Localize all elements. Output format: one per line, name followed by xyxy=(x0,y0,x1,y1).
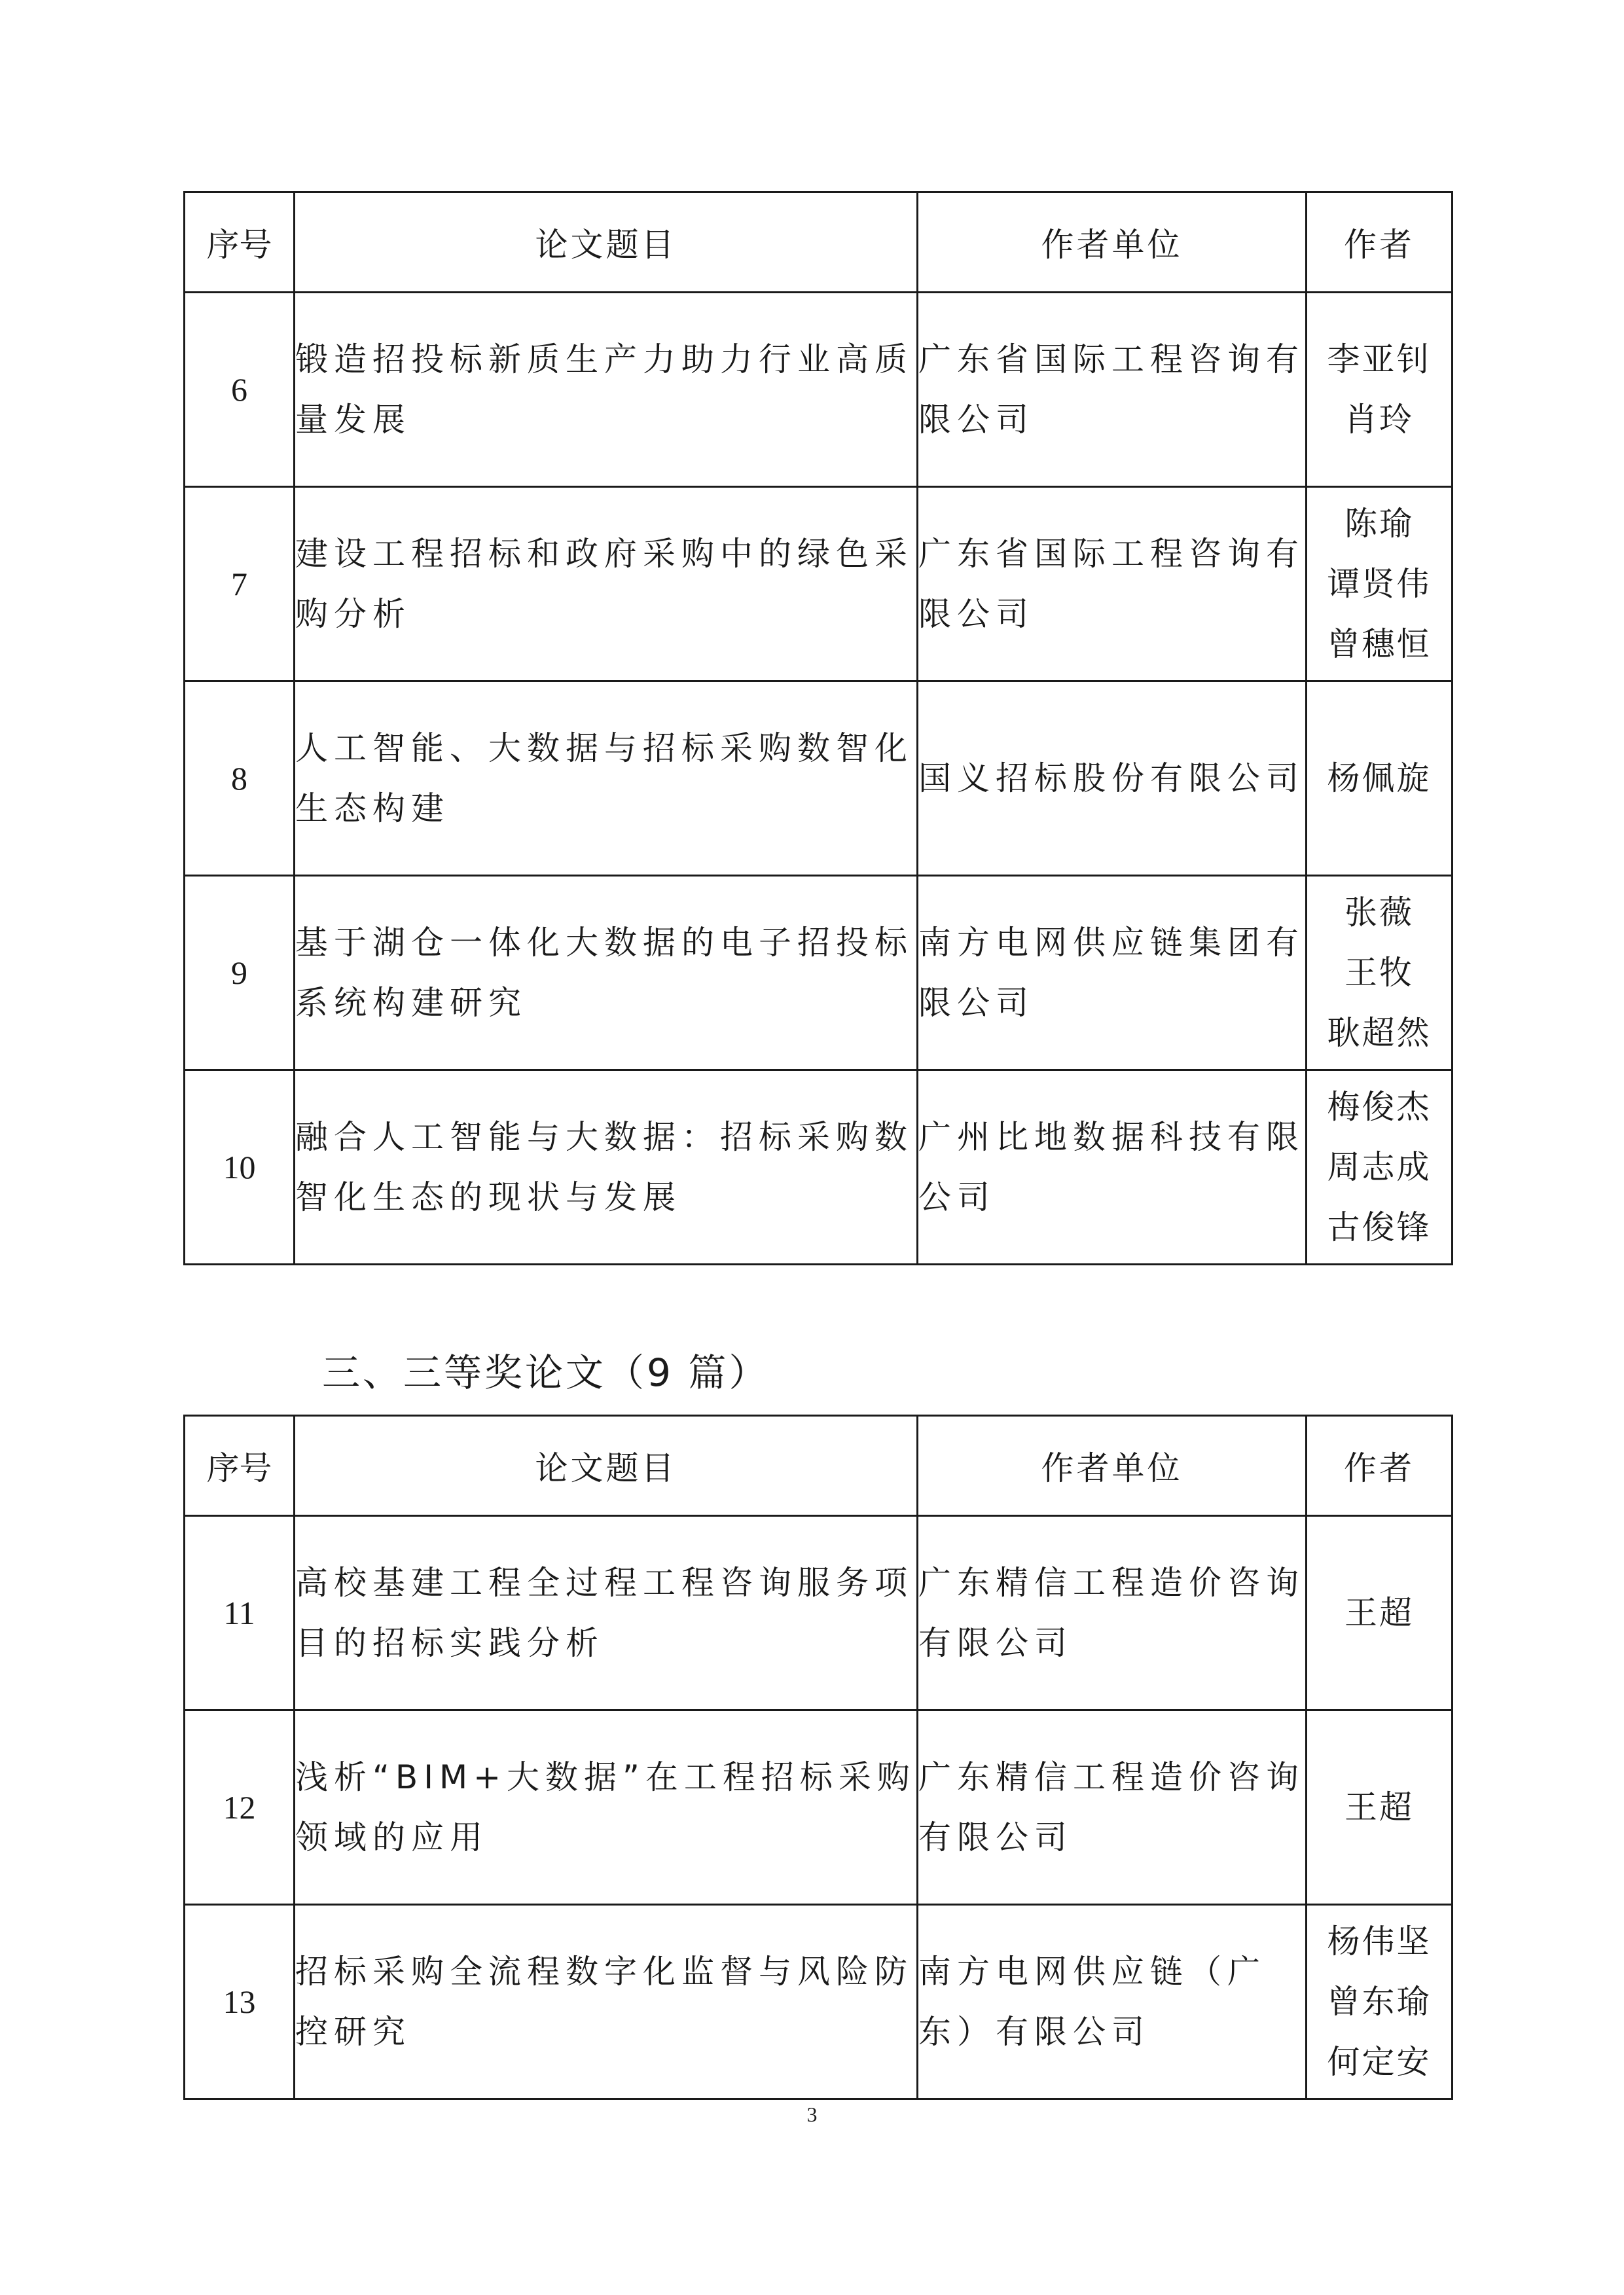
table-row xyxy=(185,487,1453,681)
row-authors xyxy=(1307,1516,1453,1710)
row-title: 浅析“BIM+大数据”在工程招标采购领域的应用 xyxy=(295,1710,918,1905)
header-authors: 作者 xyxy=(1307,1416,1453,1516)
award-table-third-prize xyxy=(183,1415,1453,2100)
author-name: 梅俊杰 xyxy=(1327,1088,1432,1126)
row-authors xyxy=(1307,1905,1453,2099)
header-no: 序号 xyxy=(185,192,295,293)
row-authors xyxy=(1307,487,1453,681)
row-unit: 广东省国际工程咨询有限公司 xyxy=(918,293,1307,487)
row-unit: 国义招标股份有限公司 xyxy=(918,681,1307,876)
author-name: 曾穗恒 xyxy=(1327,625,1432,663)
table-header-row xyxy=(185,192,1453,293)
table-row xyxy=(185,681,1453,876)
row-no: 10 xyxy=(185,1070,295,1265)
table-header-row xyxy=(185,1416,1453,1516)
author-name: 张薇 xyxy=(1344,894,1414,931)
header-no: 序号 xyxy=(185,1416,295,1516)
row-authors xyxy=(1307,876,1453,1070)
row-unit: 南方电网供应链集团有限公司 xyxy=(918,876,1307,1070)
author-name: 古俊锋 xyxy=(1327,1208,1432,1246)
row-title: 建设工程招标和政府采购中的绿色采购分析 xyxy=(295,487,918,681)
page-number: 3 xyxy=(806,2103,818,2126)
row-authors xyxy=(1307,1070,1453,1265)
author-name: 王超 xyxy=(1344,1788,1414,1826)
author-name: 杨佩旋 xyxy=(1327,759,1432,797)
header-unit: 作者单位 xyxy=(918,1416,1307,1516)
row-authors xyxy=(1307,293,1453,487)
row-authors xyxy=(1307,681,1453,876)
row-unit: 广州比地数据科技有限公司 xyxy=(918,1070,1307,1265)
header-unit: 作者单位 xyxy=(918,192,1307,293)
author-name: 曾东瑜 xyxy=(1327,1983,1432,2021)
row-unit: 广东省国际工程咨询有限公司 xyxy=(918,487,1307,681)
row-no: 11 xyxy=(185,1516,295,1710)
row-title: 招标采购全流程数字化监督与风险防控研究 xyxy=(295,1905,918,2099)
author-name: 王牧 xyxy=(1344,954,1414,992)
table-row xyxy=(185,1710,1453,1905)
row-unit: 广东精信工程造价咨询有限公司 xyxy=(918,1516,1307,1710)
row-no: 12 xyxy=(185,1710,295,1905)
row-no: 13 xyxy=(185,1905,295,2099)
row-title: 高校基建工程全过程工程咨询服务项目的招标实践分析 xyxy=(295,1516,918,1710)
row-no: 9 xyxy=(185,876,295,1070)
table-row xyxy=(185,876,1453,1070)
author-name: 何定安 xyxy=(1327,2043,1432,2081)
row-no: 6 xyxy=(185,293,295,487)
table-row xyxy=(185,1070,1453,1265)
header-authors: 作者 xyxy=(1307,192,1453,293)
author-name: 陈瑜 xyxy=(1344,505,1414,543)
section-heading: 三、三等奖论文（9 篇） xyxy=(322,1350,770,1395)
row-unit: 南方电网供应链（广东）有限公司 xyxy=(918,1905,1307,2099)
author-name: 杨伟坚 xyxy=(1327,1923,1432,1961)
row-authors xyxy=(1307,1710,1453,1905)
row-title: 融合人工智能与大数据：招标采购数智化生态的现状与发展 xyxy=(295,1070,918,1265)
author-name: 肖玲 xyxy=(1344,401,1414,439)
header-title: 论文题目 xyxy=(295,1416,918,1516)
table-row xyxy=(185,293,1453,487)
award-table-second-prize xyxy=(183,191,1453,1265)
author-name: 李亚钊 xyxy=(1327,340,1432,378)
row-unit: 广东精信工程造价咨询有限公司 xyxy=(918,1710,1307,1905)
row-no: 8 xyxy=(185,681,295,876)
row-title: 人工智能、大数据与招标采购数智化生态构建 xyxy=(295,681,918,876)
row-title: 基于湖仓一体化大数据的电子招投标系统构建研究 xyxy=(295,876,918,1070)
header-title: 论文题目 xyxy=(295,192,918,293)
table-row xyxy=(185,1516,1453,1710)
author-name: 王超 xyxy=(1344,1594,1414,1632)
author-name: 谭贤伟 xyxy=(1327,565,1432,603)
row-title: 锻造招投标新质生产力助力行业高质量发展 xyxy=(295,293,918,487)
row-no: 7 xyxy=(185,487,295,681)
table-row xyxy=(185,1905,1453,2099)
author-name: 耿超然 xyxy=(1327,1014,1432,1052)
author-name: 周志成 xyxy=(1327,1148,1432,1186)
